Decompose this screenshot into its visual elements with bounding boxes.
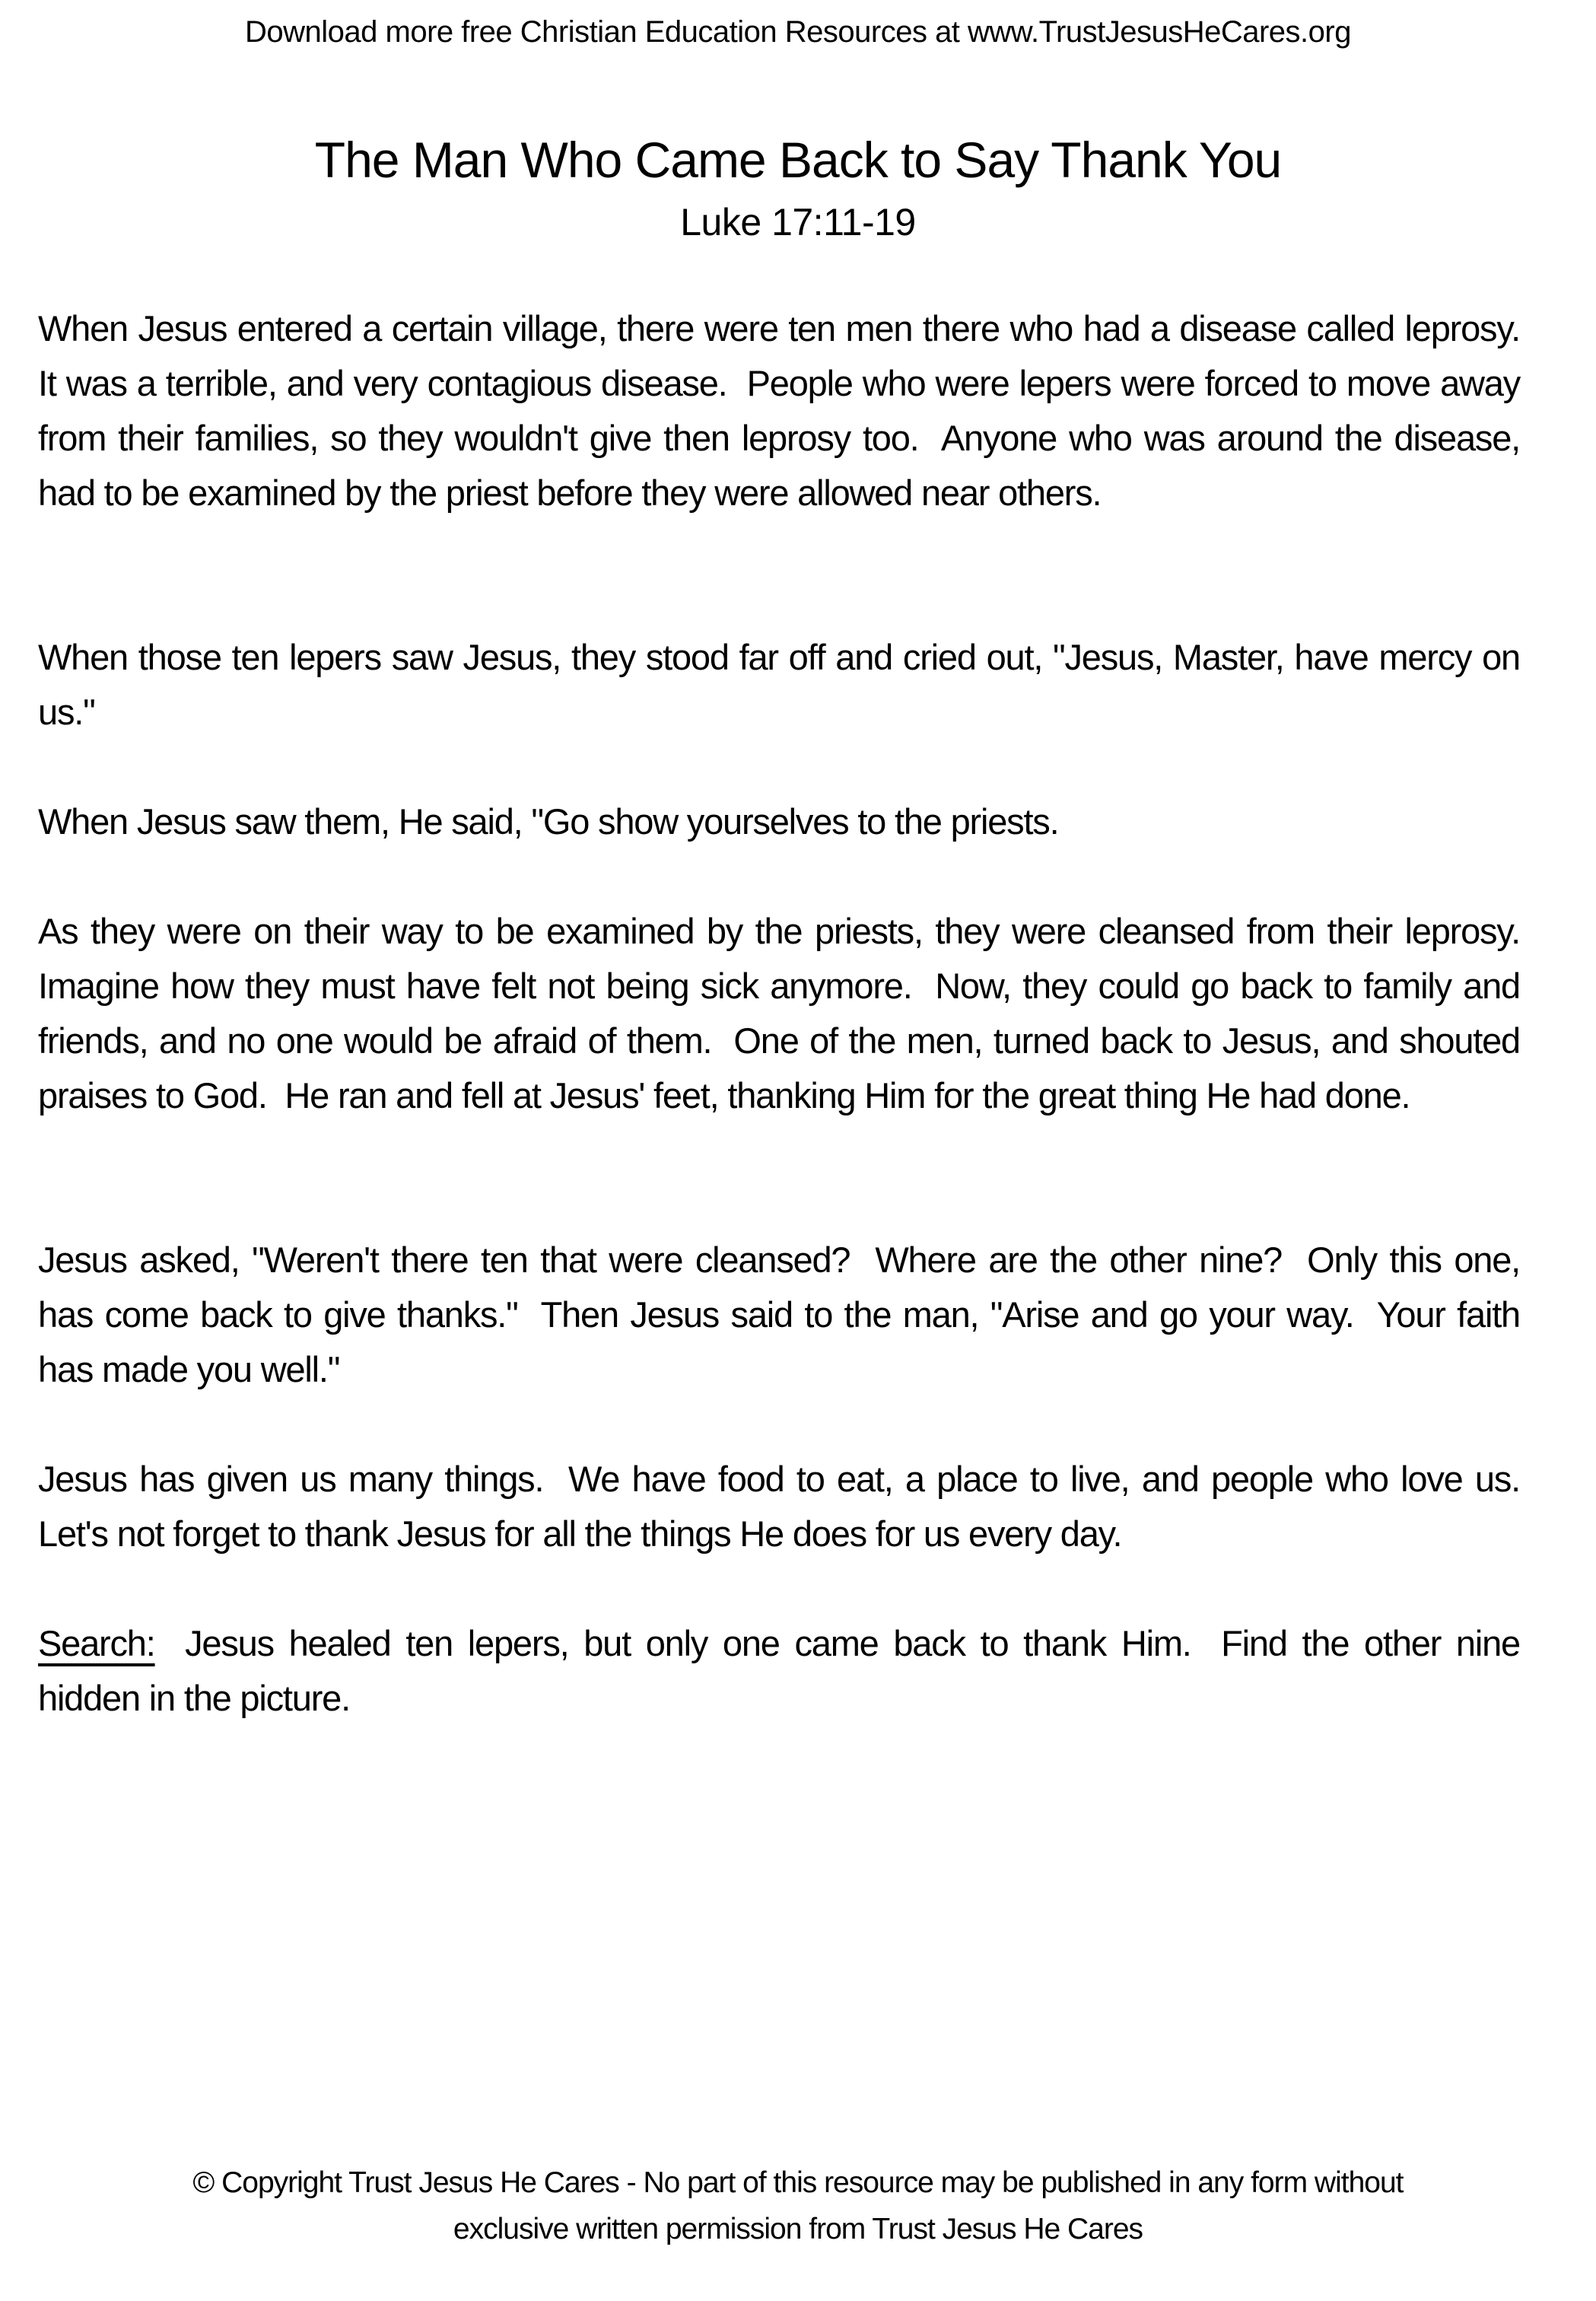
scripture-reference: Luke 17:11-19 — [680, 201, 916, 243]
page-title: The Man Who Came Back to Say Thank You — [314, 132, 1282, 188]
search-text: Jesus healed ten lepers, but only one came back to thank Him. Find the other nine hidden in the picture. — [38, 1623, 1529, 1718]
story-paragraph-1: When Jesus entered a certain village, there were ten men there who had a disease called leprosy. It was a terrible, and very contagious disease. People who were lepers were forced to move away from their families, so they wouldn't give then leprosy too. Anyone who was around the disease, had to be examined by the priest before they were allowed near others. — [38, 308, 1538, 513]
story-paragraph-3: When Jesus saw them, He said, "Go show yourselves to the priests. — [38, 801, 1059, 842]
search-label: Search: — [38, 1623, 155, 1663]
copyright-footer — [0, 2159, 1596, 2252]
story-paragraph-5: Jesus asked, "Weren't there ten that were cleansed? Where are the other nine? Only this one, has come back to give thanks." Then Jesus said to the man, "Arise and go your way. Your faith has made you well." — [38, 1240, 1529, 1389]
copyright-line-2: exclusive written permission from Trust Jesus He Cares — [453, 2213, 1143, 2245]
copyright-line-1: © Copyright Trust Jesus He Cares - No part of this resource may be published in any form without — [192, 2166, 1404, 2199]
story-paragraph-2: When those ten lepers saw Jesus, they stood far off and cried out, "Jesus, Master, have mercy on us." — [38, 637, 1529, 732]
story-paragraph-4: As they were on their way to be examined by the priests, they were cleansed from their leprosy. Imagine how they must have felt not being sick anymore. Now, they could go back to family and friends, and no one would be afraid of them. One of the men, turned back to Jesus, and shouted praises to God. He ran and fell at Jesus' feet, thanking Him for the great thing He had done. — [38, 911, 1538, 1115]
story-paragraph-6: Jesus has given us many things. We have food to eat, a place to live, and people who love us. Let's not forget to thank Jesus for all the things He does for us every day. — [38, 1459, 1538, 1554]
search-instruction — [38, 1616, 1529, 1726]
download-resources-note: Download more free Christian Education Resources at www.TrustJesusHeCares.org — [245, 15, 1351, 49]
